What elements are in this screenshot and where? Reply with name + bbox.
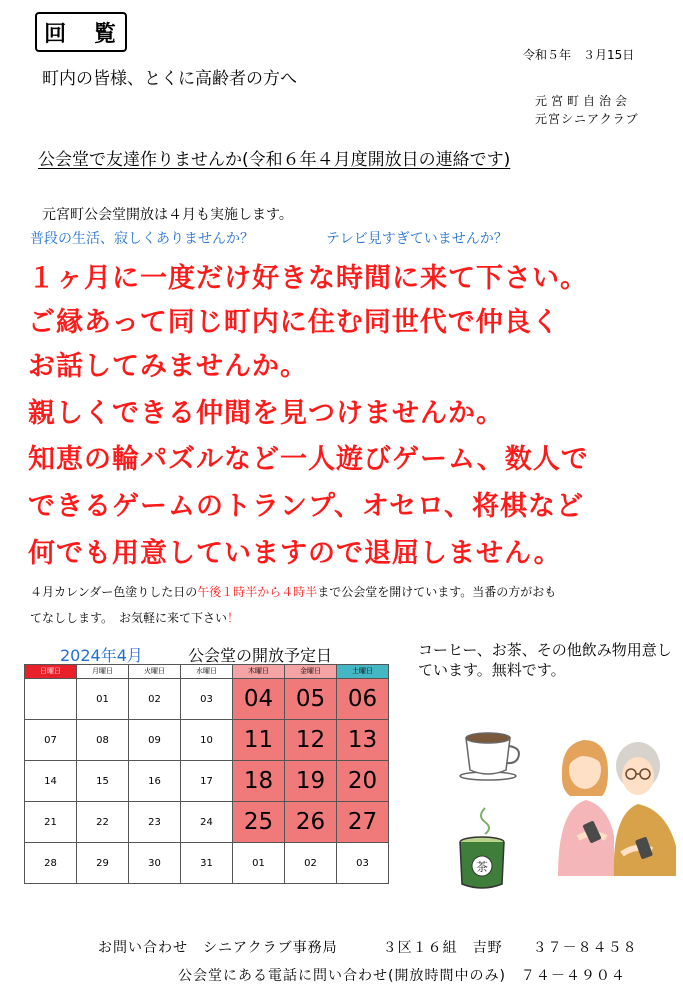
org-line-1: 元宮町自治会 [535, 94, 632, 108]
contact-line-1: お問い合わせ シニアクラブ事務局 ３区１６組 吉野 ３７－８４５８ [98, 940, 638, 956]
calendar-day: 29 [77, 843, 129, 884]
question-right: テレビ見すぎていませんか？ [326, 231, 508, 247]
calendar-week [25, 843, 389, 884]
day-header-wed: 水曜日 [181, 665, 233, 679]
calendar-table [24, 664, 389, 884]
calendar-open-day: 12 [285, 720, 337, 761]
note-line-1 [30, 583, 556, 600]
red-line: １ヶ月に一度だけ好きな時間に来て下さい。 [28, 263, 588, 294]
note-exclaim: ！ [227, 611, 240, 625]
day-header-fri: 金曜日 [285, 665, 337, 679]
calendar-day: 31 [181, 843, 233, 884]
intro-text: 元宮町公会堂開放は４月も実施します。 [42, 207, 293, 223]
open-hours: 午後１時半から４時半 [197, 585, 318, 599]
calendar-day: 02 [129, 679, 181, 720]
calendar-day: 07 [25, 720, 77, 761]
red-line: 何でも用意していますので退屈しません。 [28, 538, 562, 569]
calendar-day: 15 [77, 761, 129, 802]
calendar-open-day: 19 [285, 761, 337, 802]
day-header-sun: 日曜日 [25, 665, 77, 679]
issue-date: 令和５年 ３月15日 [523, 48, 635, 62]
calendar-day: 16 [129, 761, 181, 802]
red-line: 親しくできる仲間を見つけませんか。 [28, 398, 504, 429]
calendar-day: 21 [25, 802, 77, 843]
calendar-week [25, 679, 389, 720]
note-part: ４月カレンダー色塗りした日の [30, 585, 198, 599]
calendar-open-day: 18 [233, 761, 285, 802]
contact-line-2: 公会堂にある電話に問い合わせ(開放時間中のみ) ７４－４９０４ [178, 968, 626, 984]
day-header-mon: 月曜日 [77, 665, 129, 679]
calendar-header-row [25, 665, 389, 679]
calendar-open-day: 25 [233, 802, 285, 843]
calendar-open-day: 06 [337, 679, 389, 720]
calendar-week [25, 802, 389, 843]
calendar-day: 10 [181, 720, 233, 761]
red-line: ご縁あって同じ町内に住む同世代で仲良く [28, 307, 560, 338]
calendar-day: 03 [181, 679, 233, 720]
calendar-day: 08 [77, 720, 129, 761]
tea-label: 茶 [475, 860, 489, 874]
day-header-tue: 火曜日 [129, 665, 181, 679]
drinks-note: コーヒー、お茶、その他飲み物用意しています。無料です。 [418, 641, 672, 679]
calendar-day: 02 [285, 843, 337, 884]
calendar-day: 24 [181, 802, 233, 843]
calendar-open-day: 27 [337, 802, 389, 843]
calendar-open-day: 13 [337, 720, 389, 761]
question-left: 普段の生活、寂しくありませんか？ [30, 231, 254, 247]
calendar-day: 09 [129, 720, 181, 761]
calendar-day: 14 [25, 761, 77, 802]
note-part: てなしします。 お気軽に来て下さい [30, 611, 228, 625]
org-line-2: 元宮シニアクラブ [535, 112, 639, 126]
red-line: できるゲームのトランプ、オセロ、将棋など [28, 491, 584, 522]
calendar-day: 22 [77, 802, 129, 843]
calendar-day: 23 [129, 802, 181, 843]
calendar-open-day: 26 [285, 802, 337, 843]
calendar-month: 2024年4月 [60, 646, 143, 665]
day-header-thu: 木曜日 [233, 665, 285, 679]
calendar-day: 17 [181, 761, 233, 802]
calendar-day: 01 [77, 679, 129, 720]
women-smartphone-illustration [556, 726, 678, 876]
note-part: まで公会堂を開けています。当番の方がおも [317, 585, 557, 599]
calendar-day: 03 [337, 843, 389, 884]
headline: 公会堂で友達作りませんか(令和６年４月度開放日の連絡です) [38, 150, 511, 170]
calendar-open-day: 20 [337, 761, 389, 802]
note-line-2 [30, 609, 239, 626]
calendar-open-day: 04 [233, 679, 285, 720]
calendar-open-day: 05 [285, 679, 337, 720]
red-line: 知恵の輪パズルなど一人遊びゲーム、数人で [28, 444, 589, 475]
calendar-day: 30 [129, 843, 181, 884]
greeting: 町内の皆様、とくに高齢者の方へ [42, 69, 297, 89]
calendar-day [25, 679, 77, 720]
green-tea-icon [455, 806, 509, 892]
calendar-day: 28 [25, 843, 77, 884]
calendar-week [25, 720, 389, 761]
red-line: お話してみませんか。 [28, 351, 308, 382]
calendar-open-day: 11 [233, 720, 285, 761]
calendar-day: 01 [233, 843, 285, 884]
calendar-title: 公会堂の開放予定日 [188, 646, 333, 665]
day-header-sat: 土曜日 [337, 665, 389, 679]
kairan-box: 回 覧 [35, 12, 127, 52]
calendar-week [25, 761, 389, 802]
coffee-cup-icon [458, 730, 524, 782]
